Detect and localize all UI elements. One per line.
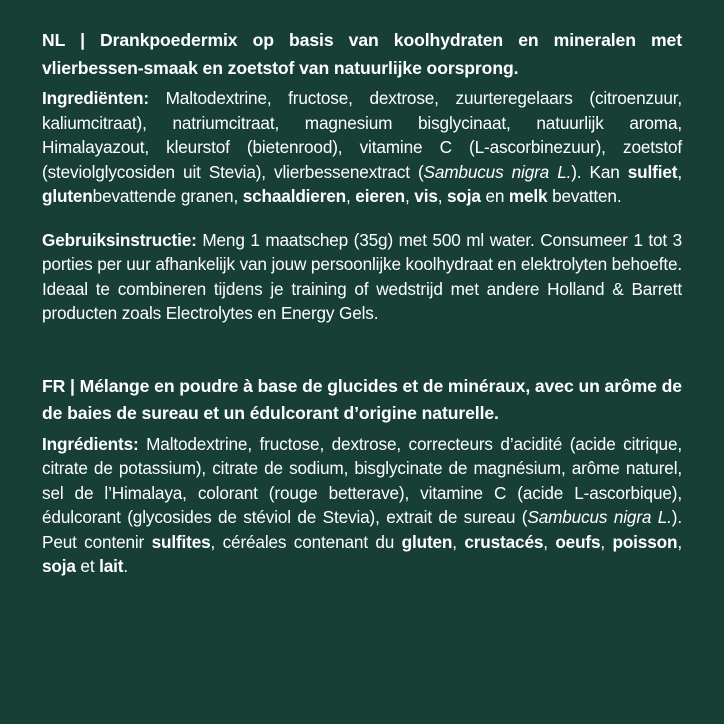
fr-ingredients-text: Maltodextrine, fructose, dextrose, correcteurs d’acidité (acide citrique, citrate de potassium), citrate de sodium, bisglycinate de magnésium, arôme naturel, sel de l’Himalaya, colorant (rouge betterave), vitamine C (acide L-ascorbique), édulcorant (glycosides de stéviol de Stevia), extrait de sureau (: [42, 433, 682, 527]
nl-usage-label: Gebruiksinstructie:: [42, 229, 197, 250]
fr-ingredients-text: et: [75, 556, 100, 576]
fr-allergen: crustacés: [464, 531, 544, 552]
nl-ingredients-text: ,: [677, 161, 682, 182]
nl-latin-name: Sambucus nigra L.: [423, 161, 572, 182]
nl-allergen: sulfiet: [627, 161, 678, 182]
nl-heading: NL | Drankpoedermix op basis van koolhydraten en mineralen met vlierbessen-smaak en zoetstof van natuurlijke oorsprong.: [42, 30, 682, 78]
fr-allergen: lait: [99, 556, 124, 576]
fr-ingredients-text: ,: [677, 531, 682, 552]
fr-ingredients-text: .: [123, 556, 128, 576]
fr-latin-name: Sambucus nigra L.: [527, 507, 672, 527]
fr-heading: FR | Mélange en poudre à base de glucides et de minéraux, avec un arôme de de baies de sureau et un édulcorant d’origine naturelle.: [42, 375, 682, 423]
nl-allergen: eieren: [355, 186, 406, 206]
nl-ingredients-text: ). Kan: [571, 161, 628, 182]
nl-ingredients-text: ,: [405, 186, 415, 206]
fr-ingredients: [42, 432, 682, 579]
fr-ingredients-text: ,: [543, 531, 556, 552]
fr-allergen: gluten: [401, 531, 453, 552]
nl-ingredients: [42, 86, 682, 209]
nl-ingredients-text: bevattende granen,: [92, 186, 243, 206]
nl-ingredients-text: en: [480, 186, 509, 206]
nl-allergen: melk: [508, 186, 548, 206]
nl-usage-text: Meng 1 maatschep (35g) met 500 ml water. Consumeer 1 tot 3 porties per uur afhankelijk van jouw persoonlijke koolhydraat en elektrolyten behoefte. Ideaal te combineren tijdens je training of wedstrijd met andere Holland & Barrett producten zoals Electrolytes en Energy Gels.: [42, 229, 682, 323]
nl-allergen: schaaldieren: [242, 186, 347, 206]
nl-usage: [42, 228, 682, 326]
fr-allergen: soja: [42, 556, 76, 576]
nl-allergen: gluten: [42, 186, 93, 206]
fr-ingredients-text: ). Peut contenir: [42, 507, 682, 552]
fr-allergen: oeufs: [555, 531, 601, 552]
fr-ingredients-label: Ingrédients:: [42, 433, 139, 454]
fr-ingredients-text: ,: [452, 531, 465, 552]
nl-ingredients-text: ,: [437, 186, 448, 206]
nl-ingredients-text: Maltodextrine, fructose, dextrose, zuurteregelaars (citroenzuur, kaliumcitraat), natriumcitraat, magnesium bisglycinaat, natuurlijk aroma, Himalayazout, kleurstof (bietenrood), vitamine C (L-ascorbinezuur), zoetstof (steviolglycosiden uit Stevia), vlierbessenextract (: [42, 88, 682, 182]
nl-ingredients-text: ,: [346, 186, 356, 206]
fr-allergen: sulfites: [151, 531, 211, 552]
fr-ingredients-text: ,: [600, 531, 613, 552]
nl-allergen: vis: [414, 186, 438, 206]
fr-allergen: poisson: [612, 531, 678, 552]
nl-allergen: soja: [447, 186, 481, 206]
nl-ingredients-label: Ingrediënten:: [42, 88, 149, 108]
nl-ingredients-text: bevatten.: [547, 186, 622, 206]
fr-ingredients-text: , céréales contenant du: [210, 531, 402, 552]
